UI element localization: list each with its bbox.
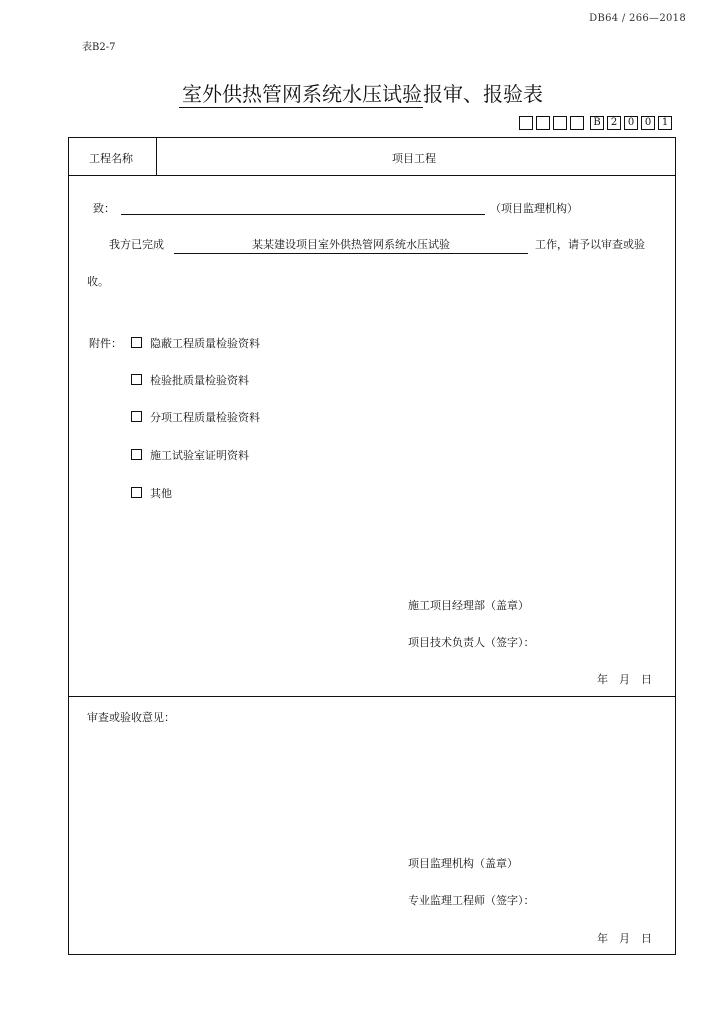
supervisor-engineer-signature: 专业监理工程师（签字）： xyxy=(408,894,535,907)
divider xyxy=(69,696,675,697)
checkbox[interactable] xyxy=(131,411,142,422)
code-cell xyxy=(519,116,533,130)
checkbox[interactable] xyxy=(131,449,142,460)
attachment-label: 分项工程质量检验资料 xyxy=(150,411,260,424)
attachment-item[interactable] xyxy=(131,447,249,463)
code-cell: 1 xyxy=(658,116,672,130)
project-name-value: 项目工程 xyxy=(392,152,436,165)
attachment-label: 检验批质量检验资料 xyxy=(150,374,249,387)
review-opinion-label: 审查或验收意见： xyxy=(87,711,175,724)
attachment-item[interactable] xyxy=(131,372,249,388)
attachment-item[interactable] xyxy=(131,335,260,351)
attachment-label: 隐蔽工程质量检验资料 xyxy=(150,337,260,350)
attachment-label: 施工试验室证明资料 xyxy=(150,449,249,462)
divider xyxy=(69,175,675,176)
completed-work-field[interactable]: 某某建设项目室外供热管网系统水压试验 xyxy=(174,236,528,254)
checkbox[interactable] xyxy=(131,487,142,498)
date-contractor: 年 月 日 xyxy=(597,673,652,686)
title-rest: 报审、报验表 xyxy=(423,82,543,106)
form-code-boxes xyxy=(519,116,672,130)
title-underlined: 室外供热管网系统水压试验 xyxy=(179,82,423,108)
form-table xyxy=(68,137,676,955)
supervisor-org-seal: 项目监理机构（盖章） xyxy=(408,857,518,870)
code-cell: 0 xyxy=(641,116,655,130)
project-name-label: 工程名称 xyxy=(89,152,133,165)
checkbox[interactable] xyxy=(131,374,142,385)
tech-lead-signature: 项目技术负责人（签字）： xyxy=(408,636,535,649)
code-cell xyxy=(570,116,584,130)
divider xyxy=(156,138,157,175)
form-number: 表B2-7 xyxy=(82,42,116,53)
to-label: 致： xyxy=(93,202,115,215)
standard-number: DB64 / 266—2018 xyxy=(589,13,686,24)
code-cell xyxy=(536,116,550,130)
completed-continuation: 收。 xyxy=(87,275,109,288)
checkbox[interactable] xyxy=(131,337,142,348)
contractor-dept-seal: 施工项目经理部（盖章） xyxy=(408,599,529,612)
page-title xyxy=(0,78,722,107)
code-cell xyxy=(553,116,567,130)
completed-suffix: 工作，请予以审查或验 xyxy=(535,238,645,251)
code-cell: B xyxy=(590,116,604,130)
attachment-label: 其他 xyxy=(150,487,172,500)
date-supervisor: 年 月 日 xyxy=(597,932,652,945)
recipient-suffix: （项目监理机构） xyxy=(490,202,578,215)
code-cell: 0 xyxy=(624,116,638,130)
completed-prefix: 我方已完成 xyxy=(109,238,164,251)
recipient-field[interactable] xyxy=(121,200,485,215)
code-cell: 2 xyxy=(607,116,621,130)
attachment-item[interactable] xyxy=(131,409,260,425)
attachments-label: 附件： xyxy=(89,337,122,350)
attachment-item[interactable] xyxy=(131,485,172,501)
